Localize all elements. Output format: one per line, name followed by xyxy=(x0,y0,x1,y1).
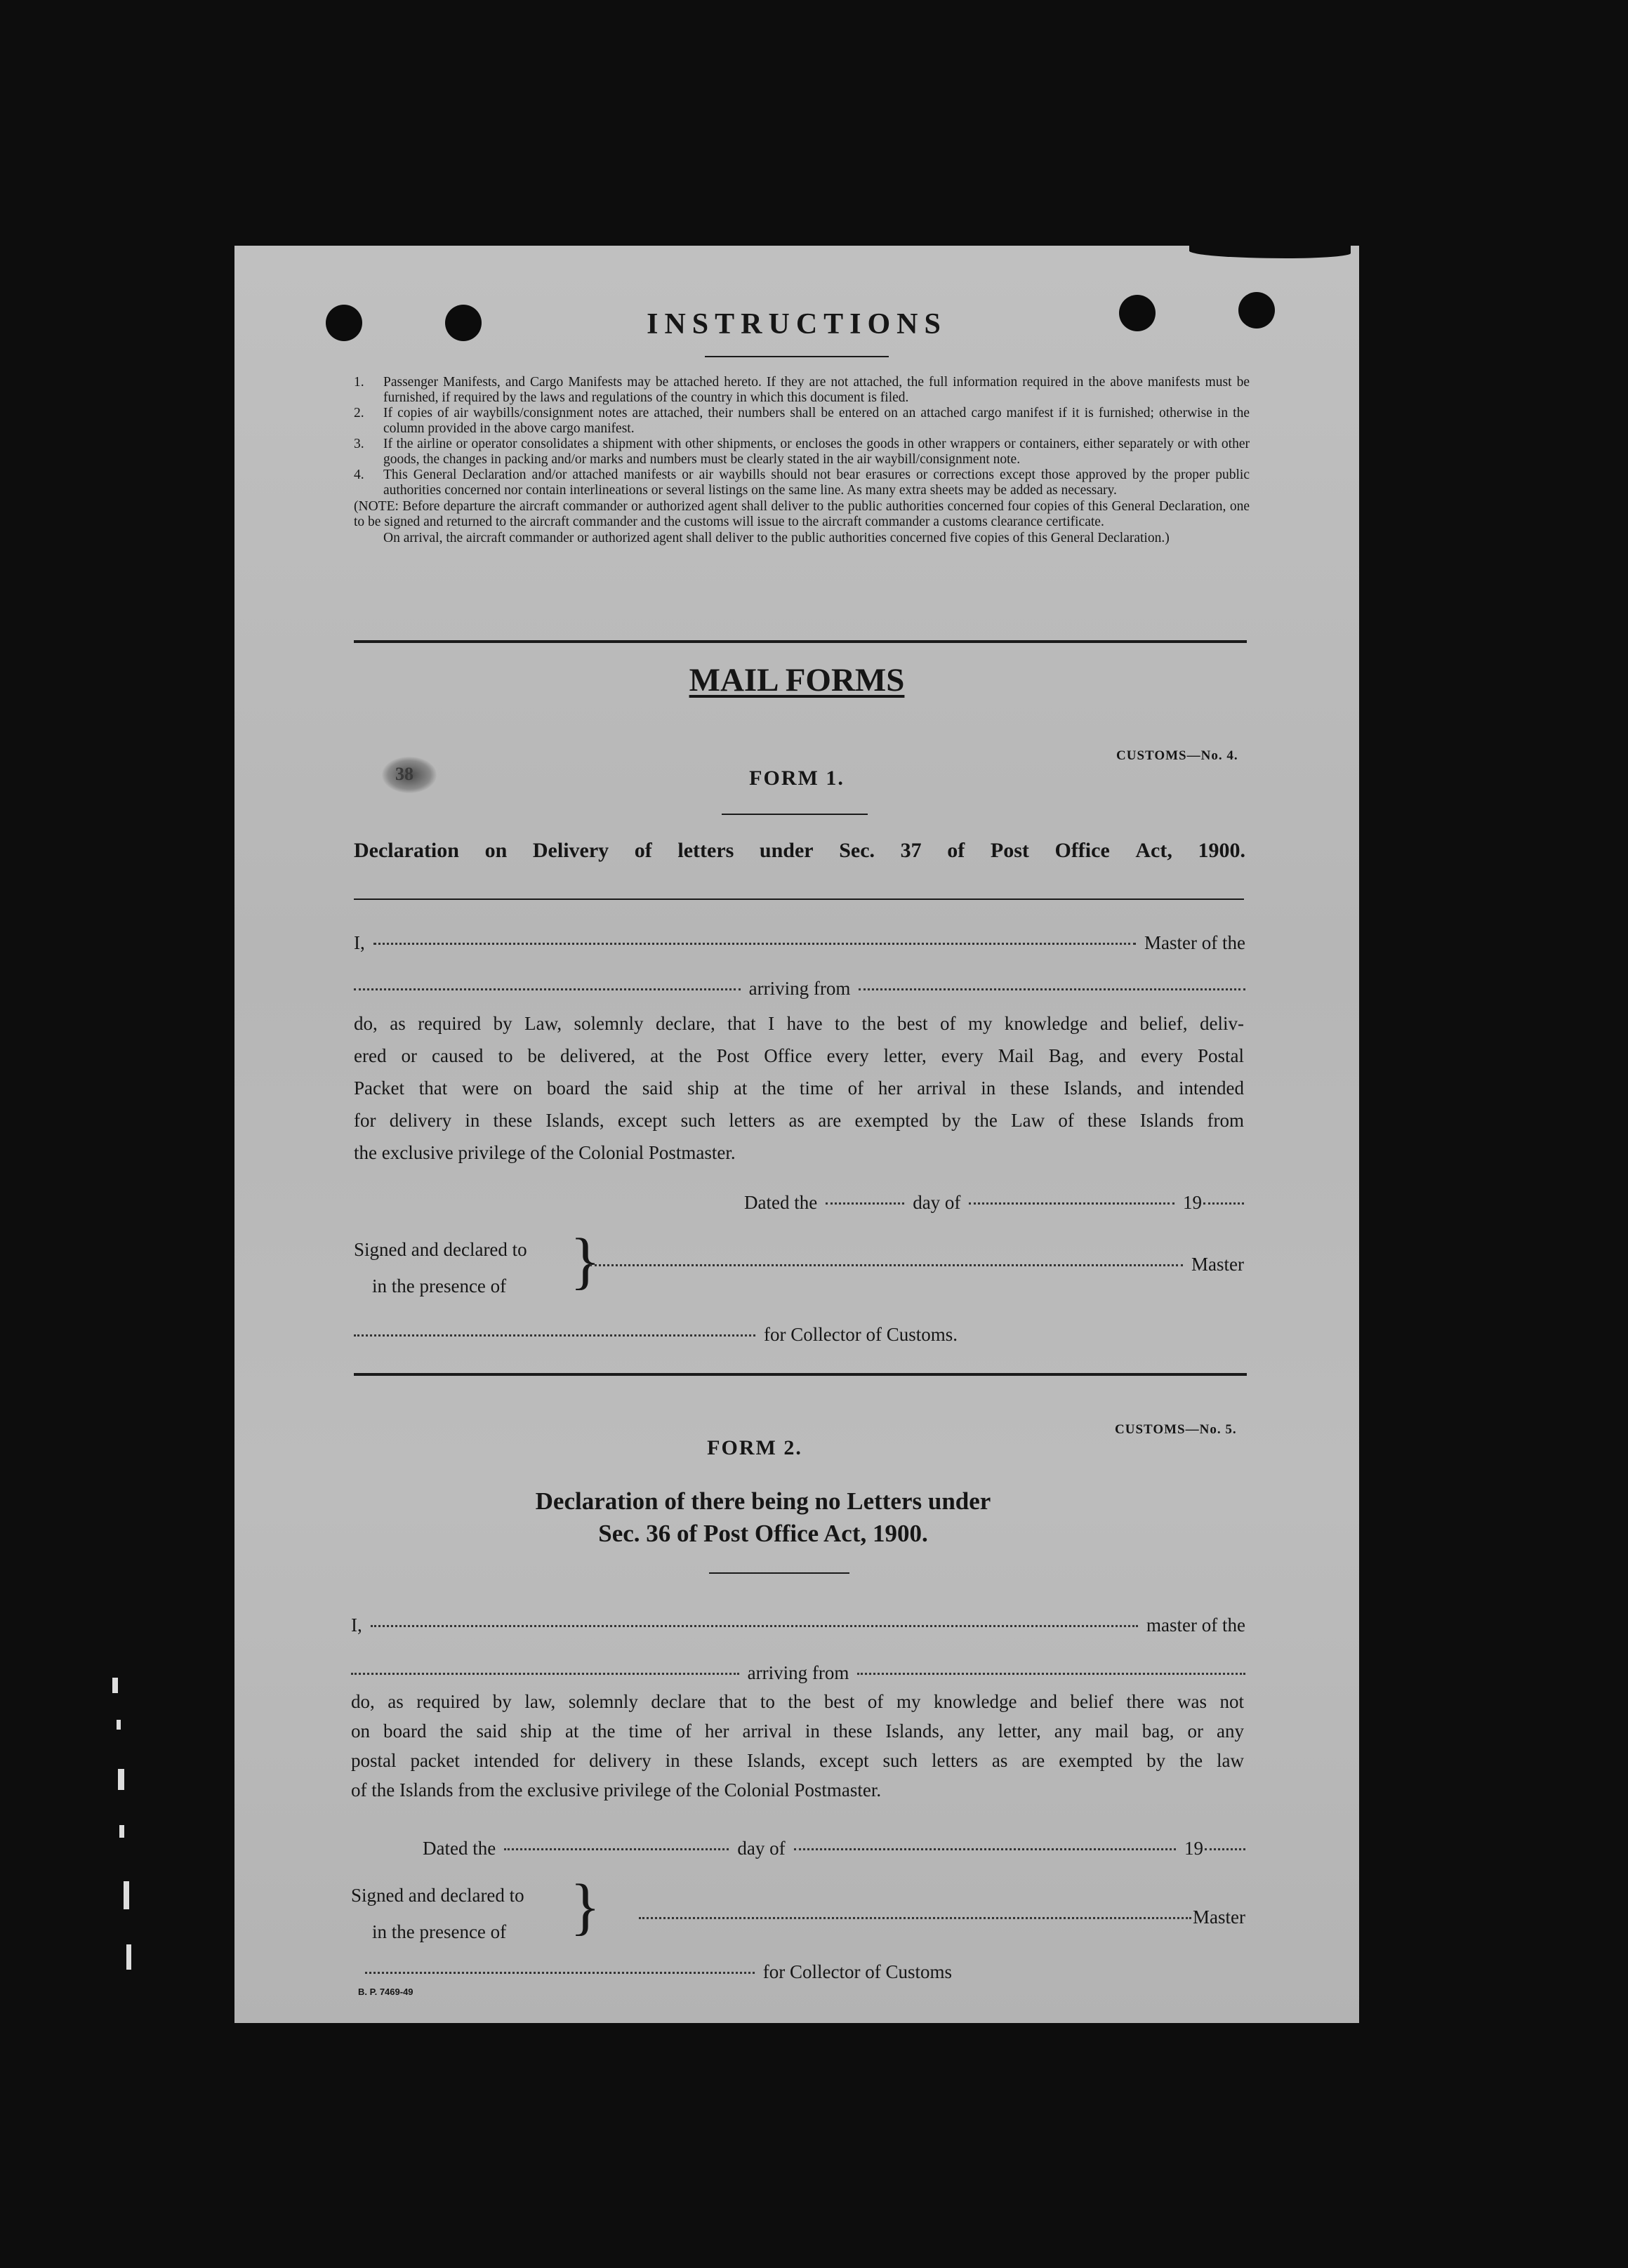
form1-declaration-body: do, as required by Law, solemnly declare, that I have to the best of my knowledge and belief, deliv- ered or caused to be delivered, at the Post Office every letter, every Mail Bag, and every Postal Packet that were on board the said ship at the time of her arrival in these Islands, and intended for delivery in these Islands, except such letters as are exempted by the Law of these Islands from the exclusive privilege of the Colonial Postmaster. xyxy=(354,1013,1244,1163)
form2-title-rule xyxy=(709,1572,849,1574)
ink-stamp: 38 xyxy=(382,757,437,793)
film-speck xyxy=(124,1881,129,1909)
form1-heading: FORM 1. xyxy=(749,767,845,790)
form2-master-signature-field[interactable] xyxy=(639,1917,1191,1919)
section-divider xyxy=(354,640,1247,643)
form1-collector-line: for Collector of Customs. xyxy=(354,1324,958,1346)
form2-heading: FORM 2. xyxy=(707,1436,802,1459)
instruction-item: 3. If the airline or operator consolidates a shipment with other shipments, or encloses the goods in other wrappers or containers, either separately or with other goods, the changes in packing and/or marks and numbers must be clearly stated in the air waybill/consignment note. xyxy=(354,437,1250,467)
form1-master-line: I, Master of the xyxy=(354,932,1245,953)
torn-corner xyxy=(1189,246,1351,258)
form1-name-field[interactable] xyxy=(373,943,1136,945)
form1-date-field[interactable] xyxy=(826,1202,904,1205)
instructions-title: INSTRUCTIONS xyxy=(647,308,947,340)
form2-bracket: } xyxy=(570,1872,601,1942)
form2-master-line: I, master of the xyxy=(351,1614,1245,1636)
form1-customs-number: CUSTOMS—No. 4. xyxy=(1116,748,1238,763)
form1-bracket: } xyxy=(570,1226,601,1296)
document-sheet xyxy=(234,246,1359,2023)
form1-signed-label: Signed and declared to in the presence of xyxy=(354,1239,527,1297)
form1-month-field[interactable] xyxy=(969,1202,1174,1205)
film-speck xyxy=(117,1720,121,1730)
film-speck xyxy=(112,1678,118,1693)
form2-origin-field[interactable] xyxy=(857,1673,1245,1675)
film-speck xyxy=(126,1944,131,1970)
form1-declaration-title: Declaration on Delivery of letters under Sec. 37 of Post Office Act, 1900. xyxy=(354,839,1245,862)
form1-master-signature-line: Master xyxy=(590,1254,1244,1275)
form2-ship-field[interactable] xyxy=(351,1673,739,1675)
form2-year-field[interactable] xyxy=(1205,1848,1245,1850)
film-speck xyxy=(119,1825,124,1838)
form1-date-line: Dated the day of 19 xyxy=(744,1192,1244,1214)
film-speck xyxy=(118,1769,124,1790)
form2-arriving-line: arriving from xyxy=(351,1662,1245,1684)
form2-customs-number: CUSTOMS—No. 5. xyxy=(1115,1422,1237,1437)
instructions-list xyxy=(354,375,1250,546)
form-divider xyxy=(354,1373,1247,1376)
instruction-note-arrival: On arrival, the aircraft commander or authorized agent shall deliver to the public authorities concerned five copies of this General Declaration.) xyxy=(383,531,1170,545)
form1-collector-signature-field[interactable] xyxy=(354,1334,755,1337)
form1-title-rule xyxy=(354,898,1244,900)
form2-name-field[interactable] xyxy=(371,1625,1138,1627)
form1-arriving-line: arriving from xyxy=(354,978,1245,1000)
form1-heading-rule xyxy=(722,814,868,815)
form2-collector-signature-field[interactable] xyxy=(365,1972,755,1974)
form2-month-field[interactable] xyxy=(794,1848,1176,1850)
instructions-title-rule xyxy=(705,356,889,357)
instruction-item: 1. Passenger Manifests, and Cargo Manifests may be attached hereto. If they are not attached, the full information required in the above manifests must be furnished, if required by the laws and regulations of the country in which this document is filed. xyxy=(354,375,1250,405)
form1-ship-field[interactable] xyxy=(354,988,741,990)
print-code: B. P. 7469-49 xyxy=(358,1987,413,1997)
form2-date-field[interactable] xyxy=(504,1848,729,1850)
form2-date-line: Dated the day of 19 xyxy=(423,1838,1245,1859)
mail-forms-title: MAIL FORMS xyxy=(689,662,905,698)
instruction-item: 4. This General Declaration and/or attached manifests or air waybills should not bear erasures or corrections except those approved by the proper public authorities concerned nor contain interlineations or several listings on the same line. As many extra sheets may be added as necessary. xyxy=(354,467,1250,498)
form2-master-signature-line: Master xyxy=(639,1906,1245,1928)
form1-year-field[interactable] xyxy=(1203,1202,1244,1205)
form2-declaration-body: do, as required by law, solemnly declare that to the best of my knowledge and belief there was not on board the said ship at the time of her arrival in these Islands, any letter, any mail bag, or any postal packet intended for delivery in these Islands, except such letters as are exempted by the law of the Islands from the exclusive privilege of the Colonial Postmaster. xyxy=(351,1691,1244,1801)
instruction-item: 2. If copies of air waybills/consignment notes are attached, their numbers shall be entered on an attached cargo manifest if it is furnished; otherwise in the column provided in the above cargo manifest. xyxy=(354,406,1250,436)
form2-collector-line: for Collector of Customs xyxy=(365,1961,952,1983)
instruction-note: (NOTE: Before departure the aircraft commander or authorized agent shall deliver to the public authorities concerned four copies of this General Declaration, one to be signed and returned to the aircraft commander and the customs will issue to the aircraft commander a customs clearance certificate. xyxy=(354,499,1250,529)
form1-origin-field[interactable] xyxy=(859,988,1245,990)
form1-master-signature-field[interactable] xyxy=(590,1264,1183,1266)
form2-declaration-title: Declaration of there being no Letters under Sec. 36 of Post Office Act, 1900. xyxy=(535,1487,991,1547)
form2-signed-label: Signed and declared to in the presence of xyxy=(351,1885,524,1942)
